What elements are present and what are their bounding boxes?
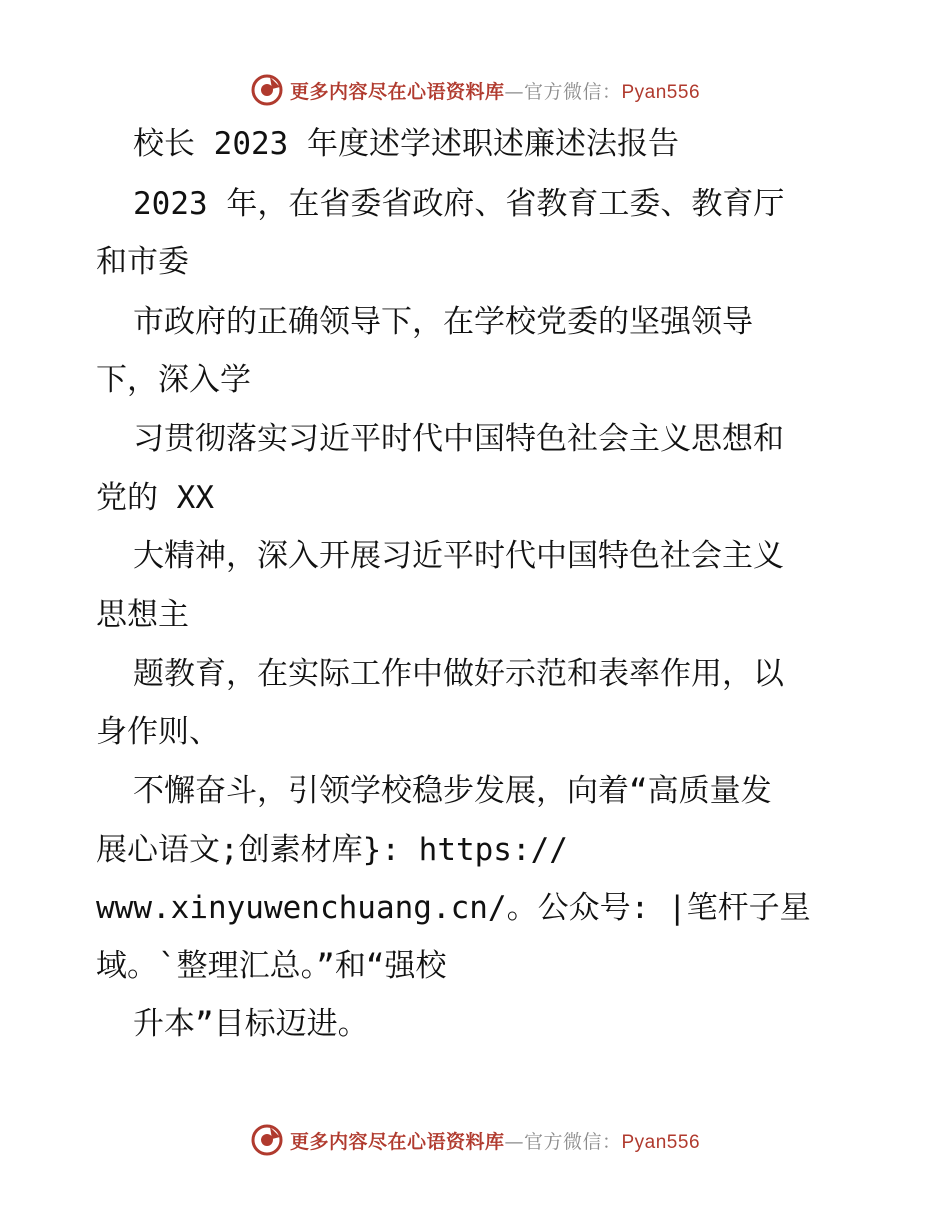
pen-logo-icon	[250, 1123, 284, 1157]
top-banner	[0, 70, 950, 110]
banner-main-text: 更多内容尽在心语资料库	[289, 1130, 505, 1153]
banner-main-text: 更多内容尽在心语资料库	[289, 80, 505, 103]
document-line: 市政府的正确领导下，在学校党委的坚强领导	[133, 304, 753, 340]
document-line: 展心语文;创素材库}: https://	[96, 832, 568, 868]
document-line: 下，深入学	[96, 362, 251, 398]
document-line: 身作则、	[96, 714, 220, 750]
document-line: 党的 XX	[96, 480, 214, 516]
document-line: www.xinyuwenchuang.cn/。公众号: |笔杆子星	[96, 890, 811, 926]
document-line: 思想主	[96, 597, 189, 633]
banner-text	[290, 1127, 700, 1154]
document-title: 校长 2023 年度述学述职述廉述法报告	[133, 126, 679, 162]
bottom-banner	[0, 1120, 950, 1160]
pen-logo-icon	[250, 73, 284, 107]
banner-wechat-id: Pyan556	[621, 1131, 701, 1153]
document-line: 2023 年，在省委省政府、省教育工委、教育厅	[133, 186, 785, 222]
banner-separator: —	[504, 1130, 524, 1153]
document-line: 和市委	[96, 244, 189, 280]
document-line: 不懈奋斗，引领学校稳步发展，向着“高质量发	[133, 773, 772, 809]
document-line: 题教育，在实际工作中做好示范和表率作用，以	[133, 656, 784, 692]
banner-wechat-id: Pyan556	[621, 81, 701, 103]
banner-label: 官方微信：	[523, 1130, 622, 1153]
document-line: 域。`整理汇总。”和“强校	[96, 948, 447, 984]
document-line: 习贯彻落实习近平时代中国特色社会主义思想和	[133, 421, 784, 457]
banner-label: 官方微信：	[523, 80, 622, 103]
document-line: 升本”目标迈进。	[133, 1006, 369, 1042]
banner-separator: —	[504, 80, 524, 103]
document-line: 大精神，深入开展习近平时代中国特色社会主义	[133, 538, 784, 574]
banner-text	[290, 77, 700, 104]
